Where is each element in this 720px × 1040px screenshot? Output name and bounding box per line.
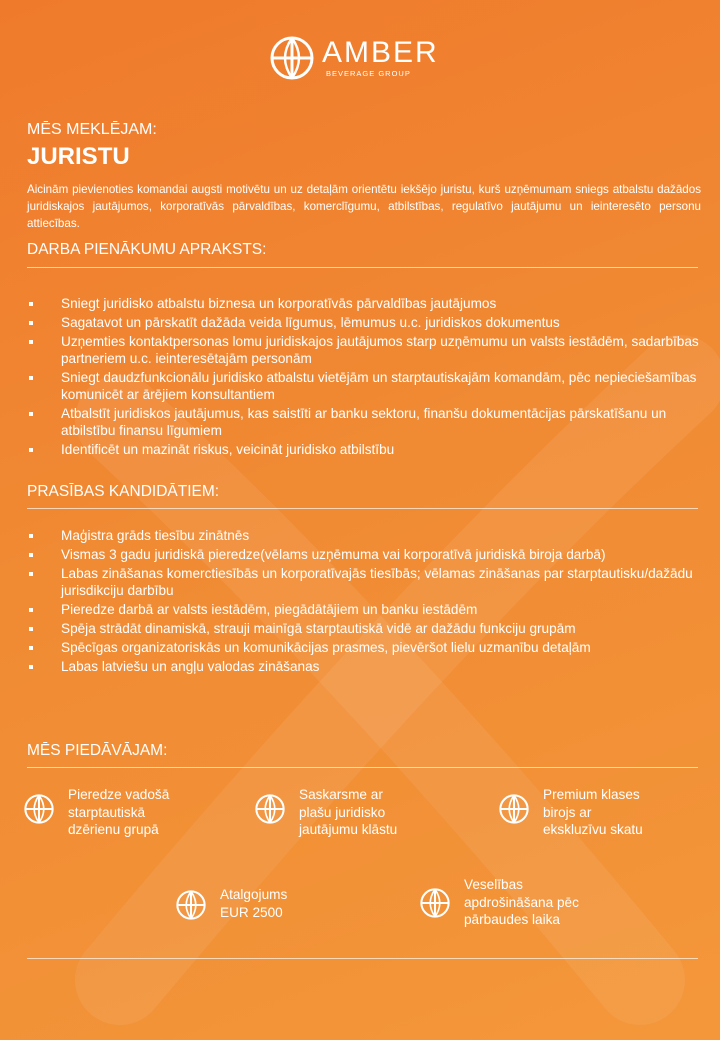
requirements-divider — [27, 508, 698, 509]
list-item: Vismas 3 gadu juridiskā pieredze(vēlams uzņēmuma vai korporatīvā juridiskā biroja darbā) — [27, 546, 707, 563]
duties-heading: DARBA PIENĀKUMU APRAKSTS: — [27, 241, 267, 258]
list-item: Spēcīgas organizatoriskās un komunikācijas prasmes, pievēršot lielu uzmanību detaļām — [27, 639, 707, 656]
brand-tagline: BEVERAGE GROUP — [326, 69, 411, 79]
offer-text: Pieredze vadošā starptautiskā dzērienu grupā — [68, 787, 170, 837]
globe-icon — [255, 794, 285, 824]
duties-list — [27, 295, 707, 460]
offer-item — [420, 876, 579, 929]
offer-text: Premium klases birojs ar ekskluzīvu skatu — [543, 787, 643, 837]
globe-icon — [24, 794, 54, 824]
offers-divider — [27, 767, 698, 768]
offer-text: Veselības apdrošināšana pēc pārbaudes laika — [464, 877, 579, 927]
requirements-list — [27, 527, 707, 677]
offer-text: Atalgojums EUR 2500 — [220, 887, 288, 920]
intro-paragraph: Aicinām pievienoties komandai augsti motivētu un uz detaļām orientētu iekšējo juristu, kurš uzņēmumam sniegs atbalstu dažādos juridiskajos jautājumos, korporatīvās pārvaldības, komerclīgumu, atbilstības, regulatīvo jautājumu un ieinteresēto personu attiecības. — [27, 183, 701, 230]
page-title: JURISTU — [27, 143, 130, 170]
amber-logo-icon — [270, 36, 314, 80]
duties-divider — [27, 267, 698, 268]
footer-divider — [27, 958, 698, 959]
offer-item — [24, 786, 169, 839]
header-eyebrow: MĒS MEKLĒJAM: — [27, 121, 157, 138]
list-item: Spēja strādāt dinamiskā, strauji mainīgā starptautiskā vidē ar dažādu funkciju grupām — [27, 620, 707, 637]
brand-logo — [270, 36, 439, 80]
offers-heading: MĒS PIEDĀVĀJAM: — [27, 742, 168, 759]
offer-item — [255, 786, 397, 839]
list-item: Sniegt daudzfunkcionālu juridisko atbalstu vietējām un starptautiskajām komandām, pēc nepieciešamības komunicēt ar ārējiem konsultantiem — [27, 369, 707, 403]
list-item: Identificēt un mazināt riskus, veicināt juridisko atbilstību — [27, 441, 707, 458]
offer-item — [499, 786, 643, 839]
list-item: Labas zināšanas komerctiesībās un korporatīvajās tiesībās; vēlamas zināšanas par starptautisku/dažādu jurisdikciju darbību — [27, 565, 707, 599]
requirements-heading: PRASĪBAS KANDIDĀTIEM: — [27, 483, 220, 500]
globe-icon — [499, 794, 529, 824]
list-item: Pieredze darbā ar valsts iestādēm, piegādātājiem un banku iestādēm — [27, 601, 707, 618]
list-item: Uzņemties kontaktpersonas lomu juridiskajos jautājumos starp uzņēmumu un valsts iestādēm, sadarbības partneriem u.c. ieinteresētajām personām — [27, 333, 707, 367]
offer-text: Saskarsme ar plašu juridisko jautājumu klāstu — [299, 787, 398, 837]
offer-item — [176, 886, 287, 921]
globe-icon — [420, 888, 450, 918]
list-item: Sagatavot un pārskatīt dažāda veida līgumus, lēmumus u.c. juridiskos dokumentus — [27, 314, 707, 331]
list-item: Labas latviešu un angļu valodas zināšanas — [27, 658, 707, 675]
globe-icon — [176, 890, 206, 920]
brand-name: AMBER — [322, 36, 439, 70]
list-item: Sniegt juridisko atbalstu biznesa un korporatīvās pārvaldības jautājumos — [27, 295, 707, 312]
list-item: Atbalstīt juridiskos jautājumus, kas saistīti ar banku sektoru, finanšu dokumentācijas pārskatīšanu un atbilstību finansu līgumiem — [27, 405, 707, 439]
list-item: Maģistra grāds tiesību zinātnēs — [27, 527, 707, 544]
